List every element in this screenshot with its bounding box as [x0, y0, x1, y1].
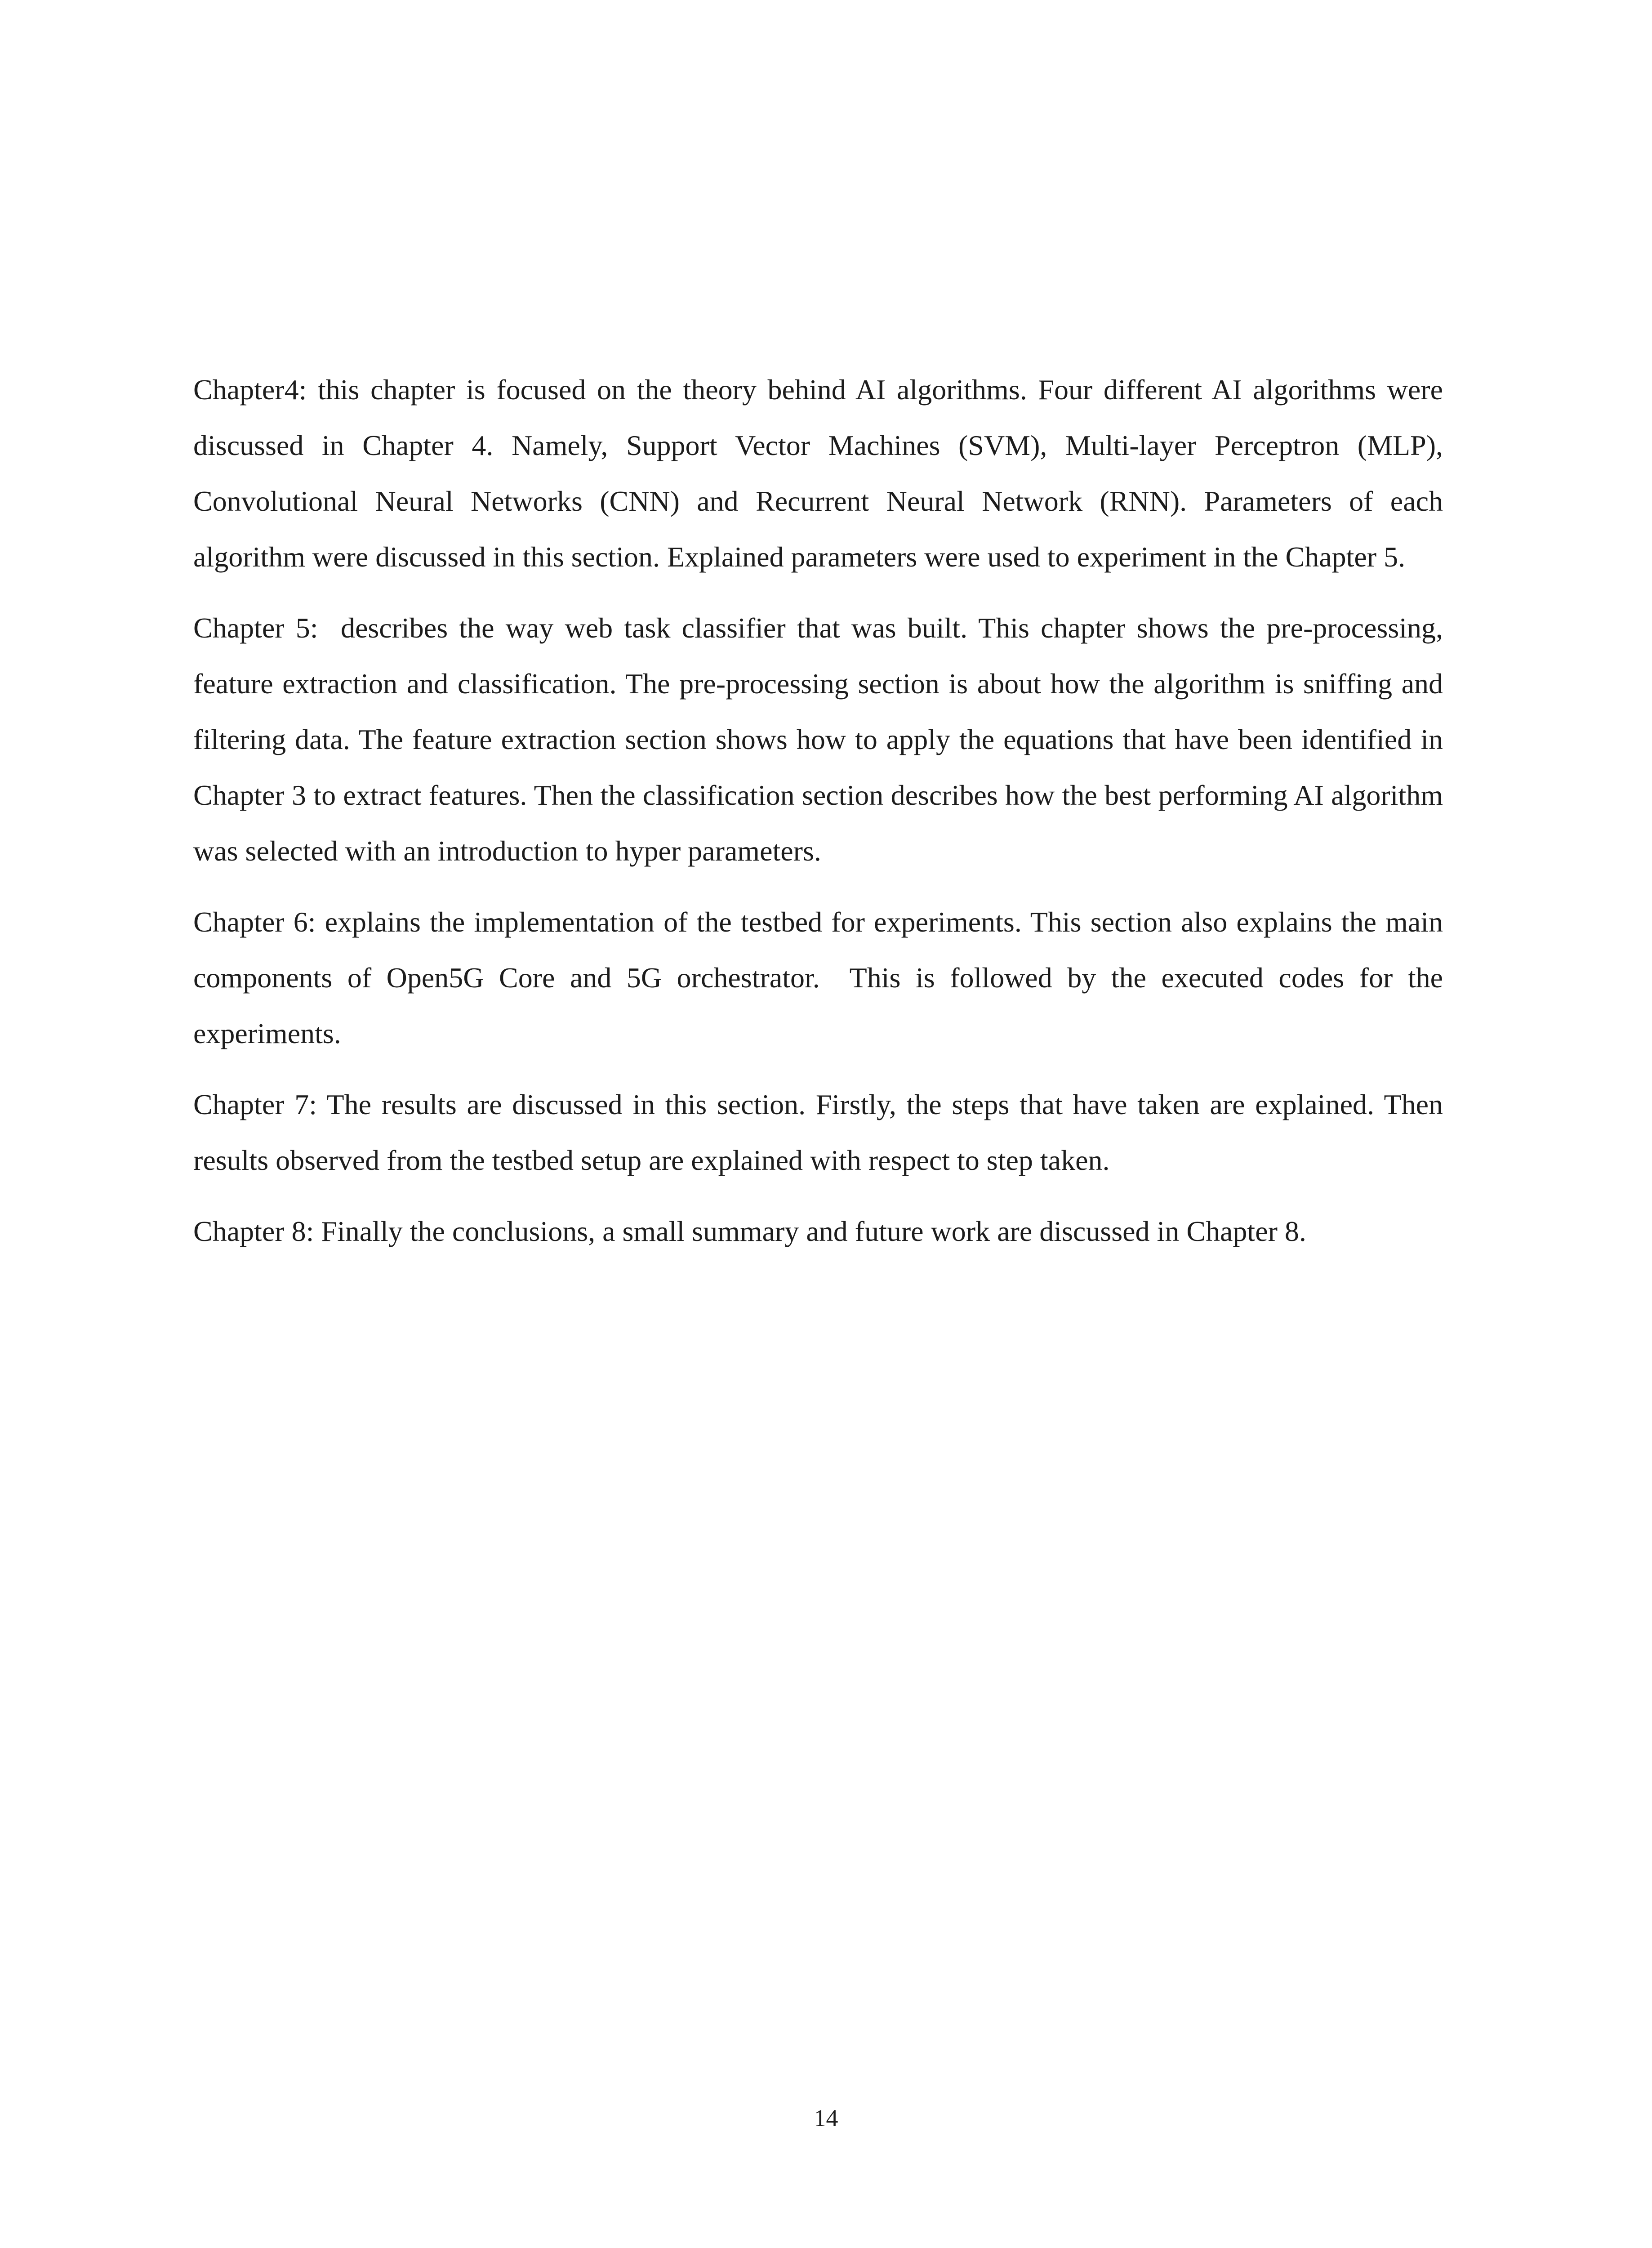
paragraph-chapter-7-summary: Chapter 7: The results are discussed in this section. Firstly, the steps that have taken are explained. Then results observed from the testbed setup are explained with respect to step taken.	[193, 1088, 1450, 1176]
page-number: 14	[814, 2105, 838, 2132]
paragraph-chapter-4-summary: Chapter4: this chapter is focused on the theory behind AI algorithms. Four different AI algorithms were discussed in Chapter 4. Namely, Support Vector Machines (SVM), Multi-layer Perceptron (MLP), Convolutional Neural Networks (CNN) and Recurrent Neural Network (RNN). Parameters of each algorithm were discussed in this section. Explained parameters were used to experiment in the Chapter 5.	[193, 374, 1450, 573]
paragraph-chapter-8-summary: Chapter 8: Finally the conclusions, a small summary and future work are discussed in Chapter 8.	[193, 1215, 1306, 1247]
body-text	[193, 362, 1450, 1275]
paragraph-chapter-6-summary: Chapter 6: explains the implementation of the testbed for experiments. This section also explains the main components of Open5G Core and 5G orchestrator. This is followed by the executed codes for the experiments.	[193, 906, 1450, 1049]
paragraph-chapter-5-summary: Chapter 5: describes the way web task classifier that was built. This chapter shows the pre-processing, feature extraction and classification. The pre-processing section is about how the algorithm is sniffing and filtering data. The feature extraction section shows how to apply the equations that have been identified in Chapter 3 to extract features. Then the classification section describes how the best performing AI algorithm was selected with an introduction to hyper parameters.	[193, 612, 1450, 867]
